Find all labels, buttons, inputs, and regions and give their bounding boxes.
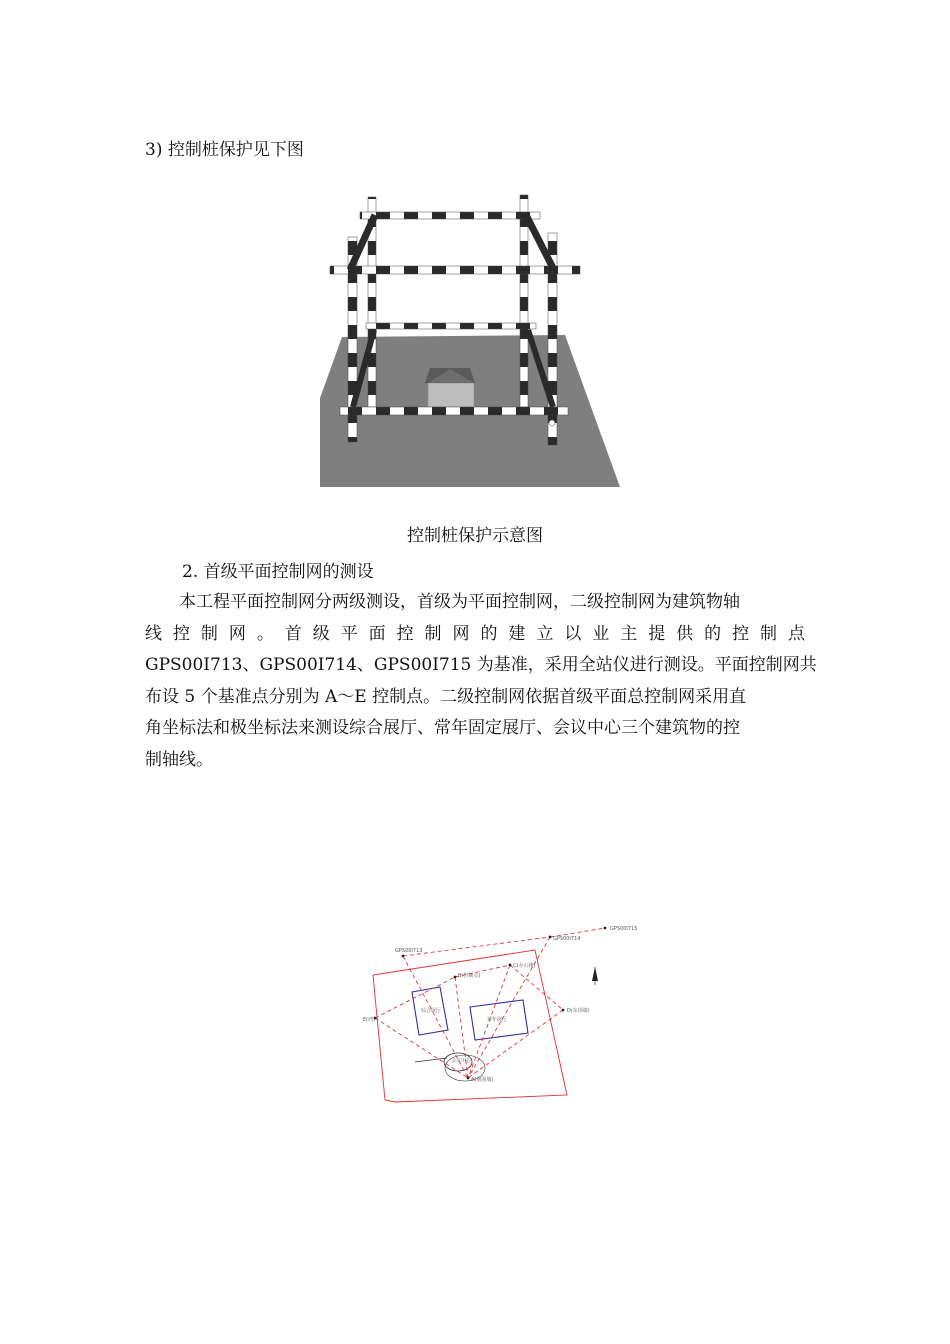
paragraph-line: 布设 5 个基准点分别为 A～E 控制点。二级控制网依据首级平面总控制网采用直 [145, 686, 747, 707]
stake-rail [340, 407, 568, 415]
paragraph-line: 制轴线。 [145, 749, 213, 770]
label-hall1: 综合展厅 [421, 1008, 442, 1014]
stake-rail [360, 212, 540, 219]
stake-rail [330, 266, 580, 274]
label-gps713: GPS00I713 [395, 948, 423, 954]
control-stake-protection-figure [320, 185, 630, 495]
section-2-heading: 2. 首级平面控制网的测设 [182, 562, 374, 582]
control-pile-marker [425, 368, 475, 407]
label-b-point: B(控制点) [458, 973, 481, 979]
label-e-point: E(西) [363, 1017, 376, 1023]
stake-post [520, 195, 528, 407]
label-center: 会议中心 [451, 1058, 472, 1064]
paragraph-line: GPS00I713、GPS00I714、GPS00I715 为基准，采用全站仪进行测设。平面控制网共 [145, 655, 817, 675]
section-2-paragraph [145, 587, 817, 776]
paragraph-line: 本工程平面控制网分两级测设，首级为平面控制网，二级控制网为建筑物轴 [179, 592, 740, 612]
label-gps714: GPS00I714 [553, 936, 581, 942]
figure-1-caption: 控制桩保护示意图 [407, 526, 543, 546]
section-3-heading: 3) 控制桩保护见下图 [145, 140, 304, 160]
stake-rail [366, 323, 536, 329]
paragraph-line: 角坐标法和极坐标法来测设综合展厅、常年固定展厅、会议中心三个建筑物的控 [145, 718, 740, 738]
label-gps715: GPS00I715 [610, 926, 638, 932]
label-hall2: 常年展厅 [487, 1017, 508, 1023]
control-network-figure [355, 915, 645, 1110]
paragraph-line: 线 控 制 网 。 首 级 平 面 控 制 网 的 建 立 以 业 主 提 供 的 控 制 点 [145, 623, 805, 644]
label-a-point: A(南围墙) [471, 1077, 494, 1083]
label-c-point: C(办公楼) [513, 963, 536, 969]
label-d-point: D(东围墙) [567, 1008, 590, 1014]
north-arrow-icon [592, 967, 598, 985]
